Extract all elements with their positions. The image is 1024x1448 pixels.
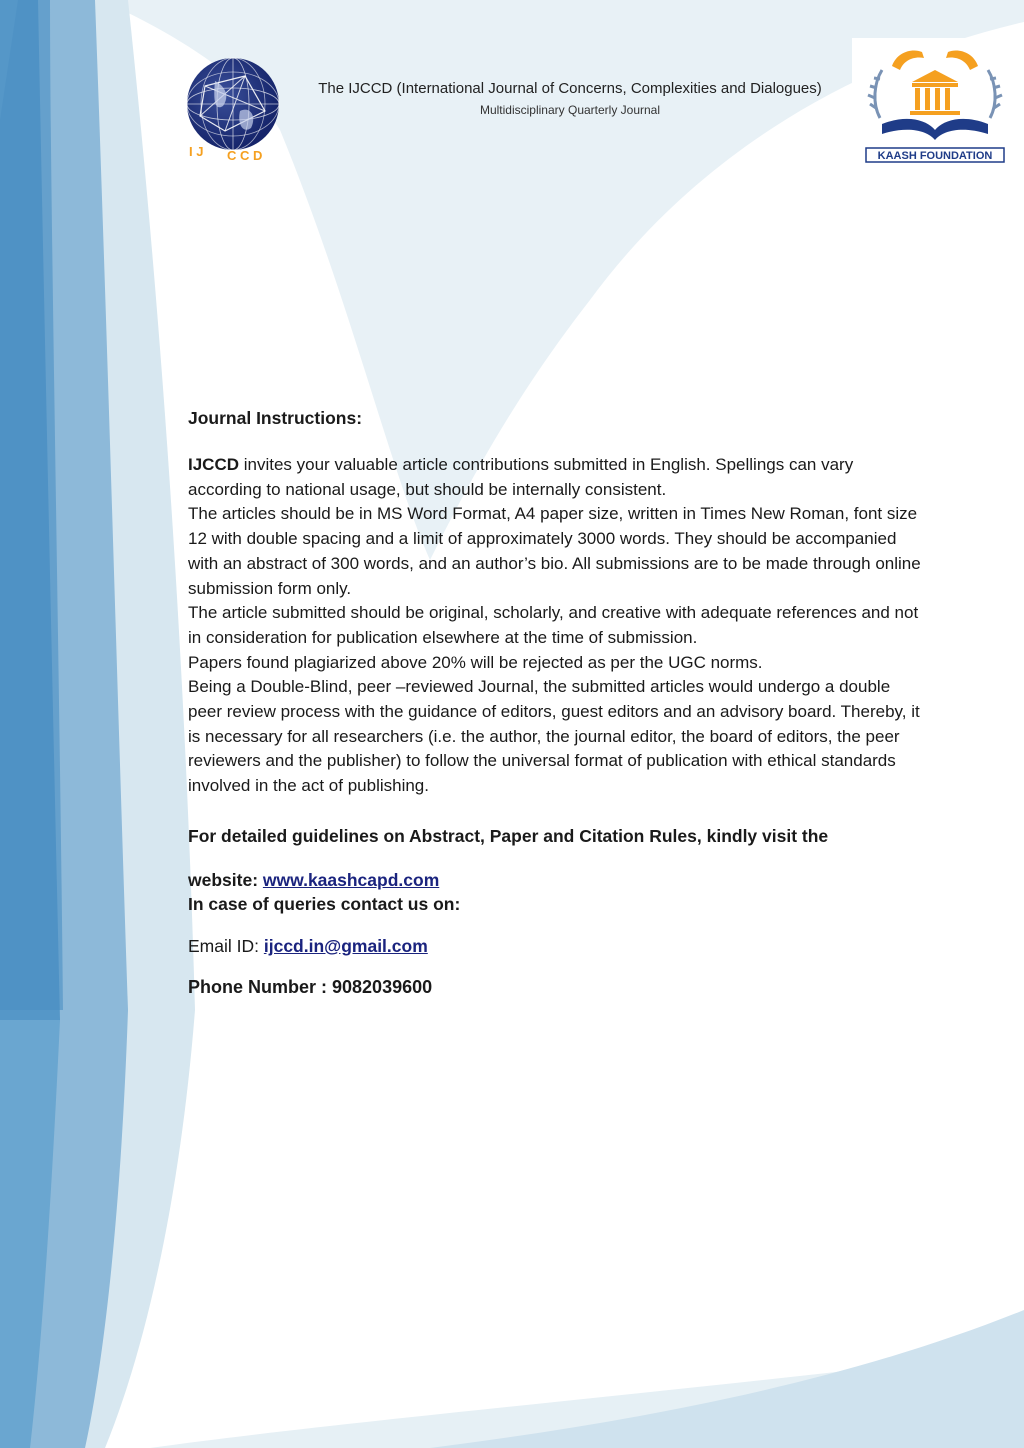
intro-paragraph xyxy=(188,453,928,502)
journal-title: The IJCCD (International Journal of Concerns, Complexities and Dialogues) xyxy=(318,80,822,97)
website-link[interactable]: www.kaashcapd.com xyxy=(262,869,440,890)
journal-subtitle: Multidisciplinary Quarterly Journal xyxy=(479,103,661,117)
instructions-heading: Journal Instructions: xyxy=(188,408,363,428)
email-line xyxy=(188,936,928,957)
journal-header xyxy=(300,80,840,117)
svg-text:C C D: C C D xyxy=(227,148,263,163)
phone-label: Phone Number : xyxy=(188,976,333,997)
foundation-emblem-icon xyxy=(852,38,1018,170)
globe-icon xyxy=(185,56,285,164)
instructions-body xyxy=(188,453,928,799)
phone-number: 9082039600 xyxy=(332,976,433,997)
website-line xyxy=(188,868,928,892)
ijccd-logo xyxy=(185,56,285,164)
email-link[interactable]: ijccd.in@gmail.com xyxy=(263,935,428,956)
originality-paragraph: The article submitted should be original, scholarly, and creative with adequate references and not in consideration for publication elsewhere at the time of submission. xyxy=(188,603,919,647)
svg-text:I J: I J xyxy=(189,144,204,159)
email-label: Email ID: xyxy=(188,935,264,956)
kaash-foundation-logo xyxy=(852,38,1018,170)
plagiarism-paragraph: Papers found plagiarized above 20% will be rejected as per the UGC norms. xyxy=(188,652,763,672)
website-label: website: xyxy=(188,869,263,890)
review-paragraph: Being a Double-Blind, peer –reviewed Journal, the submitted articles would undergo a double peer review process with the guidance of editors, guest editors and an advisory board. Thereby, it is necessary for all researchers (i.e. the author, the journal editor, the board of editors, the peer reviewers and the publisher) to follow the universal format of publication with ethical standards involved in the act of publishing. xyxy=(188,677,920,796)
intro-text: invites your valuable article contributions submitted in English. Spellings can vary according to national usage, but should be internally consistent. xyxy=(188,455,854,499)
queries-text: In case of queries contact us on: xyxy=(188,893,461,914)
instructions-content xyxy=(188,408,928,998)
format-paragraph: The articles should be in MS Word Format, A4 paper size, written in Times New Roman, font size 12 with double spacing and a limit of approximately 3000 words. They should be accompanied with an abstract of 300 words, and an author’s bio. All submissions are to be made through online submission form only. xyxy=(188,504,921,598)
phone-line xyxy=(188,977,928,998)
svg-text:KAASH FOUNDATION: KAASH FOUNDATION xyxy=(877,150,993,162)
website-block xyxy=(188,868,928,916)
journal-abbreviation: IJCCD xyxy=(188,455,240,474)
guidelines-text: For detailed guidelines on Abstract, Paper and Citation Rules, kindly visit the xyxy=(188,825,829,846)
